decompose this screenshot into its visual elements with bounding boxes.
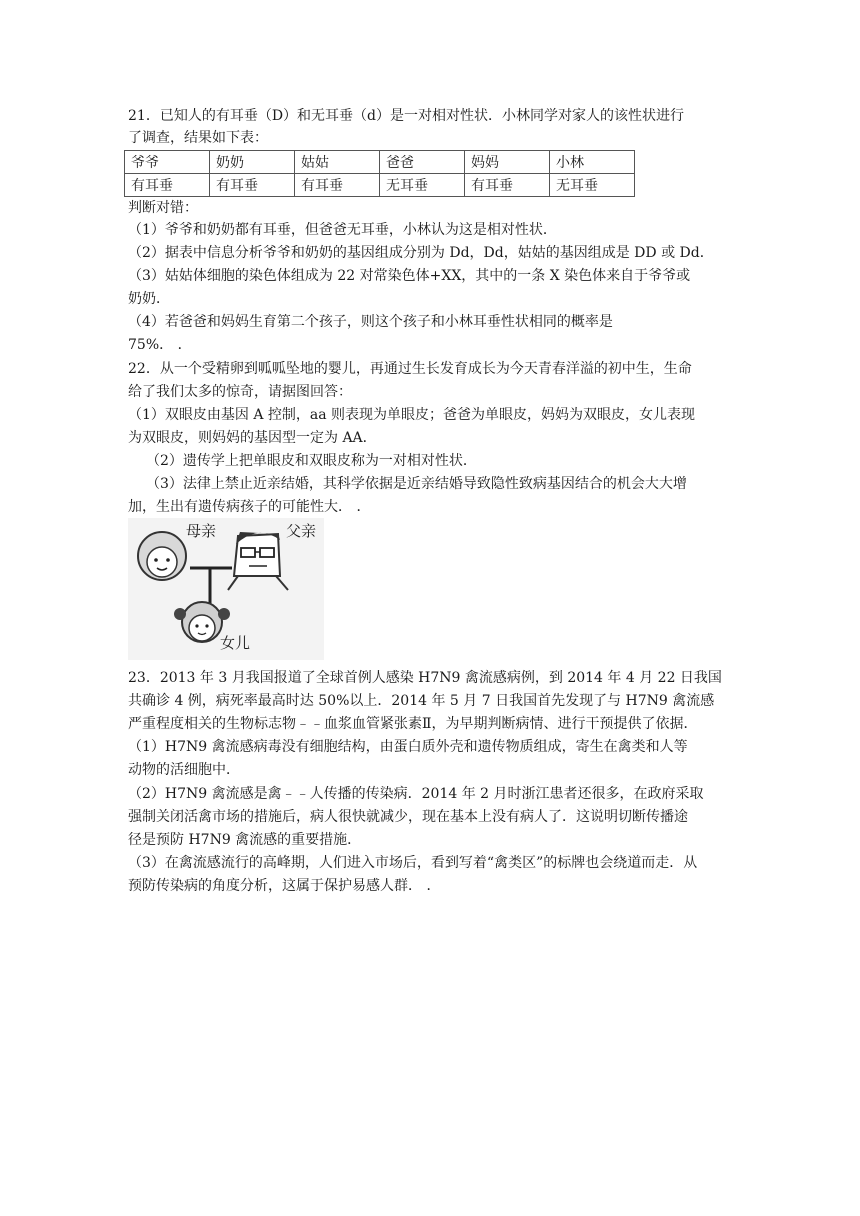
q22-stem-line1: 22．从一个受精卵到呱呱坠地的婴儿，再通过生长发育成长为今天青春洋溢的初中生，生命 [128, 361, 692, 377]
mother-label: 母亲 [186, 522, 217, 540]
table-cell: 有耳垂 [210, 174, 295, 197]
father-label: 父亲 [286, 522, 317, 540]
table-header-cell: 爷爷 [125, 151, 210, 174]
q23-statement-2-line1: （2）H7N9 禽流感是禽﹣﹣人传播的传染病．2014 年 2 月时浙江患者还很多，在政府采取 [128, 786, 704, 802]
q22-statement-2: （2）遗传学上把单眼皮和双眼皮称为一对相对性状． [146, 453, 477, 469]
q21-statement-4-line1: （4）若爸爸和妈妈生育第二个孩子，则这个孩子和小林耳垂性状相同的概率是 [128, 314, 613, 330]
q23-stem-line2: 共确诊 4 例，病死率最高时达 50%以上．2014 年 5 月 7 日我国首先发现了与 H7N9 禽流感 [128, 693, 715, 709]
q22-statement-3-line2: 加，生出有遗传病孩子的可能性大． ． [128, 499, 371, 515]
q23-statement-1-line1: （1）H7N9 禽流感病毒没有细胞结构，由蛋白质外壳和遗传物质组成，寄生在禽类和人等 [128, 739, 688, 755]
trait-table [124, 150, 635, 197]
table-header-cell: 爸爸 [380, 151, 465, 174]
q22-statement-3-line1: （3）法律上禁止近亲结婚，其科学依据是近亲结婚导致隐性致病基因结合的机会大大增 [146, 476, 687, 492]
q23-statement-3-line2: 预防传染病的角度分析，这属于保护易感人群． ． [128, 878, 441, 894]
table-header-cell: 小林 [550, 151, 635, 174]
q22-stem-line2: 给了我们太多的惊奇，请据图回答： [128, 384, 352, 400]
q23-statement-3-line1: （3）在禽流感流行的高峰期，人们进入市场后，看到写着“禽类区”的标牌也会绕道而走．从 [128, 855, 698, 871]
table-row [125, 174, 635, 197]
q21-statement-4-line2: 75%． ． [128, 337, 192, 353]
family-figure [128, 518, 324, 660]
q21-statement-3-line2: 奶奶． [128, 291, 170, 307]
table-row [125, 151, 635, 174]
table-cell: 无耳垂 [550, 174, 635, 197]
q23-statement-2-line2: 强制关闭活禽市场的措施后，病人很快就减少，现在基本上没有病人了．这说明切断传播途 [128, 809, 688, 825]
q22-statement-1-line1: （1）双眼皮由基因 A 控制，aa 则表现为单眼皮；爸爸为单眼皮，妈妈为双眼皮，女儿表现 [128, 407, 696, 423]
mother-portrait [138, 532, 186, 580]
table-cell: 无耳垂 [380, 174, 465, 197]
table-cell: 有耳垂 [295, 174, 380, 197]
q21-statement-3-line1: （3）姑姑体细胞的染色体组成为 22 对常染色体+XX，其中的一条 X 染色体来自于爷爷或 [128, 268, 691, 284]
q23-stem-line3: 严重程度相关的生物标志物﹣﹣血浆血管紧张素Ⅱ，为早期判断病情、进行干预提供了依据． [128, 716, 698, 732]
q23-statement-2-line3: 径是预防 H7N9 禽流感的重要措施． [128, 832, 362, 848]
daughter-label: 女儿 [220, 634, 251, 652]
q21-statement-1: （1）爷爷和奶奶都有耳垂，但爸爸无耳垂，小林认为这是相对性状． [128, 222, 557, 238]
table-header-cell: 姑姑 [295, 151, 380, 174]
q21-stem-line2: 了调查，结果如下表： [128, 130, 268, 146]
table-header-cell: 奶奶 [210, 151, 295, 174]
q21-statement-2: （2）据表中信息分析爷爷和奶奶的基因组成分别为 Dd，Dd，姑姑的基因组成是 DD 或 Dd． [128, 245, 714, 261]
q22-statement-1-line2: 为双眼皮，则妈妈的基因型一定为 AA． [128, 430, 377, 446]
q23-statement-1-line2: 动物的活细胞中． [128, 762, 240, 778]
q21-judge-prompt: 判断对错： [128, 200, 198, 216]
table-header-cell: 妈妈 [465, 151, 550, 174]
q21-stem-line1: 21．已知人的有耳垂（D）和无耳垂（d）是一对相对性状．小林同学对家人的该性状进行 [128, 108, 684, 124]
q23-stem-line1: 23．2013 年 3 月我国报道了全球首例人感染 H7N9 禽流感病例，到 2014 年 4 月 22 日我国 [128, 670, 722, 686]
table-cell: 有耳垂 [125, 174, 210, 197]
table-cell: 有耳垂 [465, 174, 550, 197]
